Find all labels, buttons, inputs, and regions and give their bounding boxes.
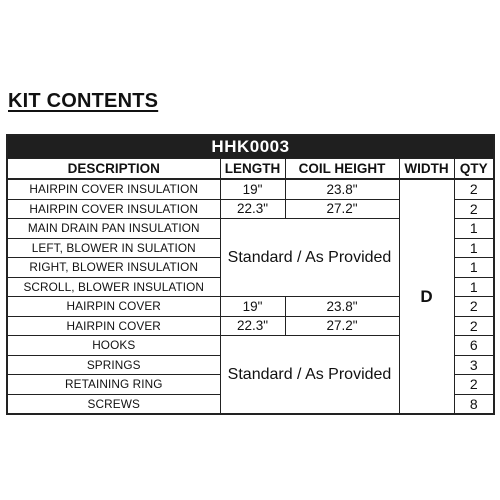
row-qty: 2 <box>454 297 494 317</box>
row-qty: 8 <box>454 394 494 414</box>
row-qty: 2 <box>454 375 494 395</box>
row-qty: 1 <box>454 277 494 297</box>
column-header-coil-height: COIL HEIGHT <box>285 159 399 180</box>
row-description: SCREWS <box>7 394 220 414</box>
table-row <box>7 179 494 199</box>
row-description: RIGHT, BLOWER INSULATION <box>7 258 220 278</box>
row-description: HAIRPIN COVER INSULATION <box>7 179 220 199</box>
page-heading: KIT CONTENTS <box>8 90 159 112</box>
row-qty: 2 <box>454 179 494 199</box>
row-description: SCROLL, BLOWER INSULATION <box>7 277 220 297</box>
row-coil-height: 23.8" <box>285 297 399 317</box>
row-qty: 1 <box>454 238 494 258</box>
row-qty: 2 <box>454 316 494 336</box>
kit-model-number: HHK0003 <box>7 135 494 159</box>
row-qty: 1 <box>454 258 494 278</box>
row-description: LEFT, BLOWER IN SULATION <box>7 238 220 258</box>
standard-as-provided-label: Standard / As Provided <box>220 336 399 415</box>
width-value: D <box>399 179 454 414</box>
row-description: HOOKS <box>7 336 220 356</box>
standard-as-provided-label: Standard / As Provided <box>220 219 399 297</box>
row-qty: 6 <box>454 336 494 356</box>
row-qty: 1 <box>454 219 494 239</box>
row-length: 19" <box>220 179 285 199</box>
row-description: SPRINGS <box>7 355 220 375</box>
row-description: HAIRPIN COVER <box>7 316 220 336</box>
kit-contents-table <box>6 134 495 415</box>
column-header-qty: QTY <box>454 159 494 180</box>
row-length: 19" <box>220 297 285 317</box>
row-description: MAIN DRAIN PAN INSULATION <box>7 219 220 239</box>
row-description: HAIRPIN COVER <box>7 297 220 317</box>
row-coil-height: 27.2" <box>285 316 399 336</box>
row-coil-height: 27.2" <box>285 199 399 219</box>
row-qty: 3 <box>454 355 494 375</box>
row-description: HAIRPIN COVER INSULATION <box>7 199 220 219</box>
table-title-row <box>7 135 494 159</box>
column-header-length: LENGTH <box>220 159 285 180</box>
row-description: RETAINING RING <box>7 375 220 395</box>
row-coil-height: 23.8" <box>285 179 399 199</box>
column-header-description: DESCRIPTION <box>7 159 220 180</box>
table-header-row <box>7 159 494 180</box>
row-length: 22.3" <box>220 199 285 219</box>
column-header-width: WIDTH <box>399 159 454 180</box>
row-qty: 2 <box>454 199 494 219</box>
row-length: 22.3" <box>220 316 285 336</box>
